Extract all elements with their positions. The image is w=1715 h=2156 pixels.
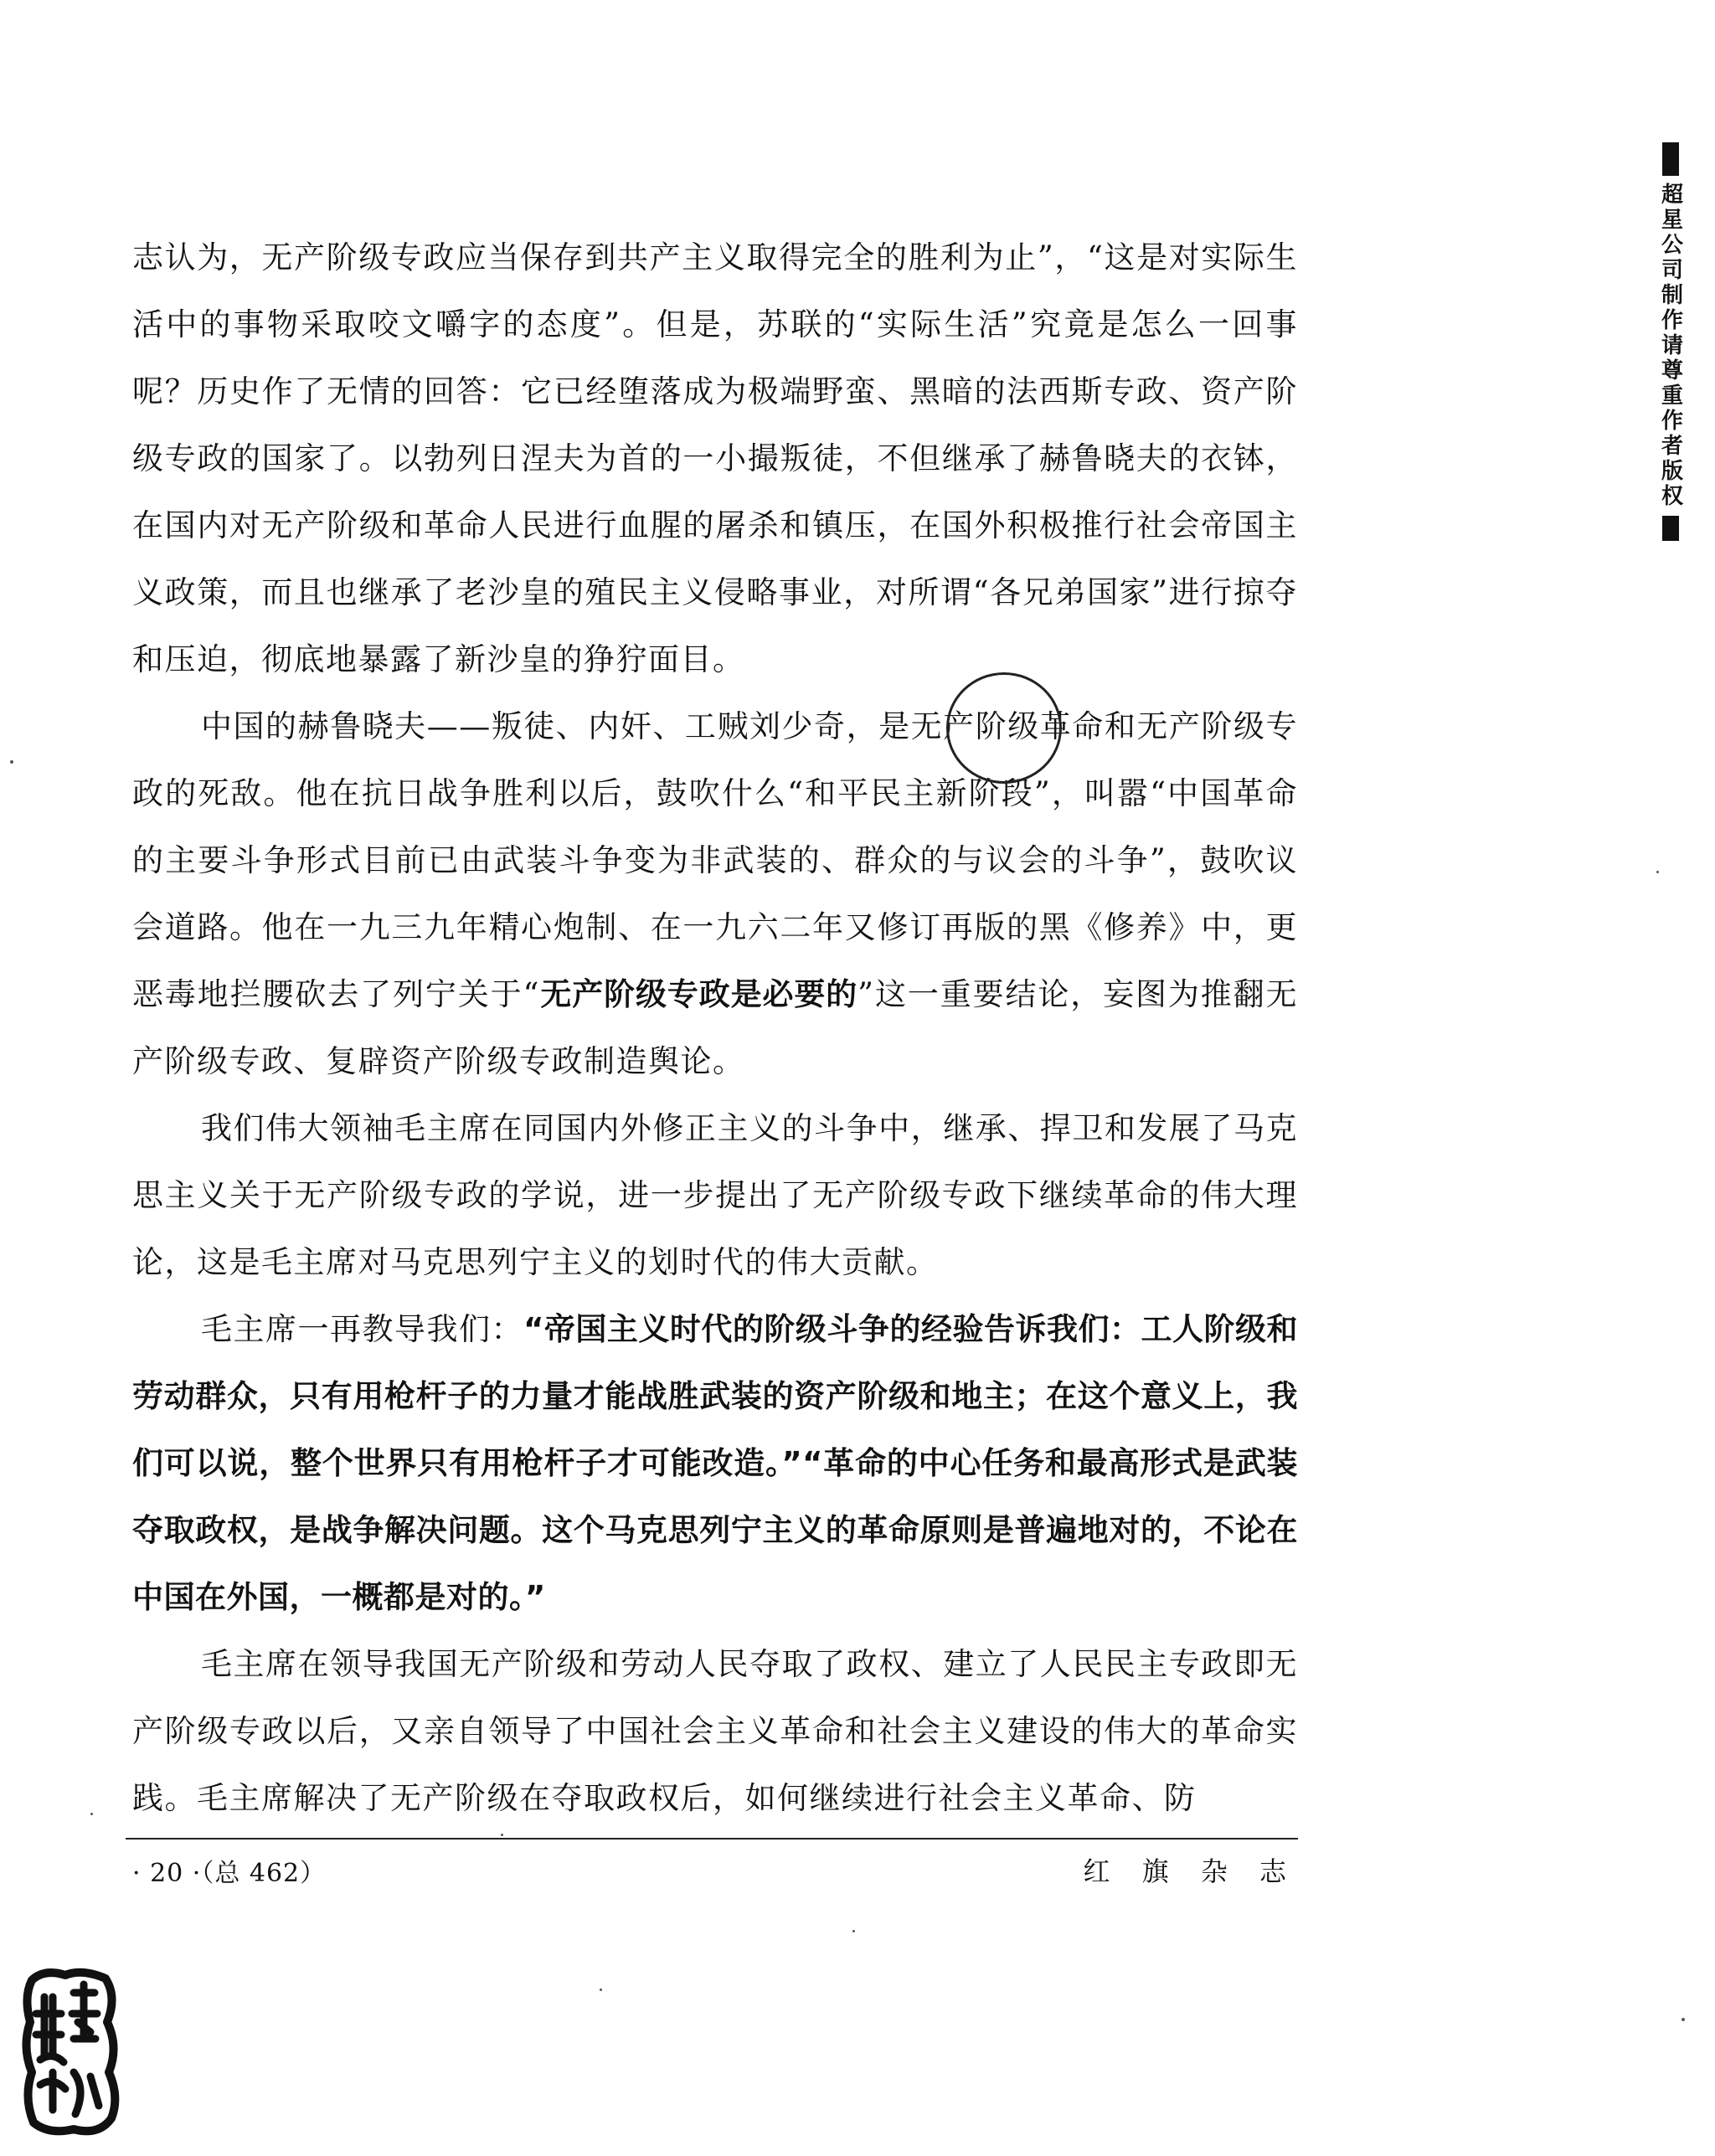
scan-speck	[1682, 2018, 1685, 2021]
paragraph-2-text: 中国的赫鲁晓夫——叛徒、内奸、工贼刘少奇，是无产阶级革命和无产阶级专政的死敌。他在抗日战争胜利以后，鼓吹什么“和平民主新阶段”，叫嚣“中国革命的主要斗争形式目前已由武装斗争变为非武装的、群众的与议会的斗争”，鼓吹议会道路。他在一九三九年精心炮制、在一九六二年又修订再版的黑《修养》中，更恶毒地拦腰砍去了列宁关于“	[132, 708, 1298, 1012]
paragraph-2	[132, 693, 1298, 1095]
paragraph-5: 毛主席在领导我国无产阶级和劳动人民夺取了政权、建立了人民民主专政即无产阶级专政以后，又亲自领导了中国社会主义革命和社会主义建设的伟大的革命实践。毛主席解决了无产阶级在夺取政权后，如何继续进行社会主义革命、防	[132, 1646, 1298, 1816]
watermark-bottom-bar	[1662, 516, 1679, 541]
scan-speck	[90, 1813, 93, 1815]
paragraph-2-text-end: ”这一重要结论，妄图为推翻无产阶级专政、复辟资产阶级专政制造舆论。	[132, 976, 1299, 1079]
article-body	[132, 224, 1298, 1832]
seal-stamp-icon	[15, 1963, 124, 2139]
watermark-top-bar	[1662, 142, 1679, 176]
footer-page-number: · 20 ·（总 462）	[132, 1859, 327, 1888]
scan-speck	[10, 760, 13, 764]
paragraph-4	[132, 1296, 1298, 1631]
quotation-emphasis: “帝国主义时代的阶级斗争的经验告诉我们：工人阶级和劳动群众，只有用枪杆子的力量才能战胜武装的资产阶级和地主；在这个意义上，我们可以说，整个世界只有用枪杆子才可能改造。”“革命的中心任务和最高形式是武装夺取政权，是战争解决问题。这个马克思列宁主义的革命原则是普遍地对的，不论在中国在外国，一概都是对的。”	[132, 1311, 1298, 1615]
footer-rule	[126, 1838, 1298, 1840]
footer-journal-name: 红 旗 杂 志	[1083, 1855, 1298, 1887]
scan-speck	[501, 1834, 503, 1836]
handwritten-circle-mark	[946, 672, 1062, 784]
paragraph-2-emphasis: 无产阶级专政是必要的	[539, 976, 858, 1012]
paragraph-1: 志认为，无产阶级专政应当保存到共产主义取得完全的胜利为止”，“这是对实际生活中的事物采取咬文嚼字的态度”。但是，苏联的“实际生活”究竟是怎么一回事呢？历史作了无情的回答：它已经堕落成为极端野蛮、黑暗的法西斯专政、资产阶级专政的国家了。以勃列日涅夫为首的一小撮叛徒，不但继承了赫鲁晓夫的衣钵，在国内对无产阶级和革命人民进行血腥的屠杀和镇压，在国外积极推行社会帝国主义政策，而且也继承了老沙皇的殖民主义侵略事业，对所谓“各兄弟国家”进行掠夺和压迫，彻底地暴露了新沙皇的狰狞面目。	[132, 239, 1298, 677]
paragraph-3: 我们伟大领袖毛主席在同国内外修正主义的斗争中，继承、捍卫和发展了马克思主义关于无产阶级专政的学说，进一步提出了无产阶级专政下继续革命的伟大理论，这是毛主席对马克思列宁主义的划时代的伟大贡献。	[132, 1110, 1298, 1280]
side-watermark	[1651, 142, 1690, 541]
scan-speck	[600, 1989, 602, 1991]
scan-speck	[1656, 871, 1659, 873]
scan-speck	[852, 1930, 855, 1932]
paragraph-4-text: 毛主席一再教导我们：	[201, 1311, 524, 1347]
watermark-text: 超星公司制作请尊重作者版权	[1657, 183, 1683, 509]
